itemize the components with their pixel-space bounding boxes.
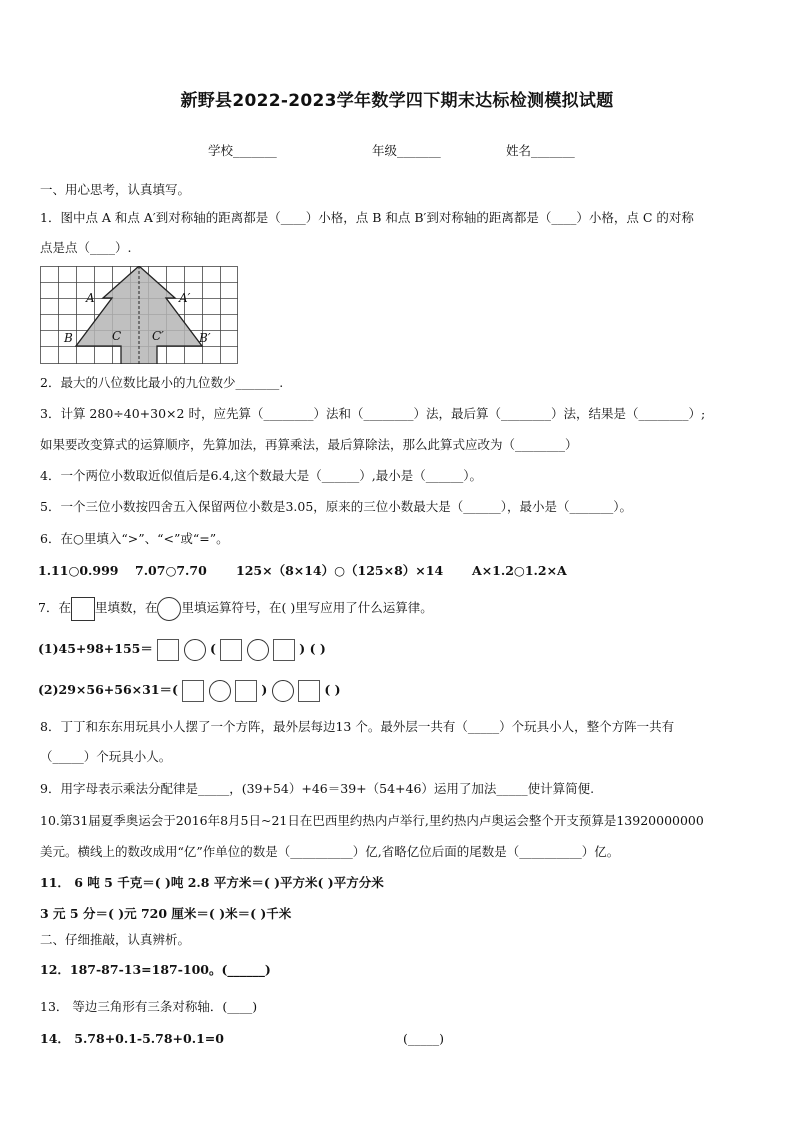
grade-field: 年级_______: [372, 143, 441, 158]
label-c: C: [112, 329, 122, 343]
answer-box[interactable]: [182, 680, 204, 702]
q7-row2: [38, 677, 341, 703]
section-1-heading: 一、用心思考，认真填写。: [40, 182, 191, 197]
q10-line2: 美元。横线上的数改成用“亿”作单位的数是（__________）亿,省略亿位后面的尾数是（__________）亿。: [40, 844, 620, 859]
operator-circle[interactable]: [209, 680, 231, 702]
q11-line2: 3 元 5 分＝( )元 720 厘米＝( )米＝( )千米: [40, 906, 292, 921]
answer-box[interactable]: [235, 680, 257, 702]
symmetry-grid-figure: [40, 266, 238, 364]
page-title: 新野县2022-2023学年数学四下期末达标检测模拟试题: [180, 91, 614, 111]
q7-text-1: 7．在: [38, 600, 71, 615]
q7-row1-expr: (1)45+98+155＝: [38, 641, 153, 656]
square-blank-icon: [71, 597, 95, 621]
answer-box[interactable]: [157, 639, 179, 661]
q4: 4．一个两位小数取近似值后是6.4,这个数最大是（______）,最小是（______）。: [40, 468, 483, 483]
paren-close: ): [299, 641, 306, 656]
q6-stem: 6．在○里填入“>”、“<”或“=”。: [40, 531, 229, 546]
q7-text-2: 里填数，在: [94, 600, 158, 615]
q7-row1: [38, 636, 326, 662]
q7-stem: [38, 596, 433, 621]
operator-circle[interactable]: [272, 680, 294, 702]
label-b: B: [64, 331, 73, 345]
q3-line1: 3．计算 280÷40+30×2 时，应先算（________）法和（________）法，最后算（________）法，结果是（________）;: [40, 406, 706, 421]
school-field: 学校_______: [208, 143, 277, 158]
circle-blank-icon: [157, 597, 181, 621]
q10-line1: 10.第31届夏季奥运会于2016年8月5日~21日在巴西里约热内卢举行,里约热内卢奥运会整个开支预算是13920000000: [40, 813, 704, 828]
law-answer-blank[interactable]: ( ): [324, 682, 341, 697]
q2: 2．最大的八位数比最小的九位数少_______.: [40, 375, 284, 390]
section-2-heading: 二、仔细推敲，认真辨析。: [40, 932, 191, 947]
paren-close: ): [261, 682, 268, 697]
q14-expr: 14． 5.78+0.1-5.78+0.1=0: [40, 1031, 224, 1046]
law-answer-blank[interactable]: ( ): [309, 641, 326, 656]
q14-answer-blank[interactable]: (_____): [403, 1031, 445, 1046]
q11-line1: 11． 6 吨 5 千克＝( )吨 2.8 平方米＝( )平方米( )平方分米: [40, 875, 384, 890]
answer-box[interactable]: [220, 639, 242, 661]
tree-shape: [76, 266, 202, 364]
q8-line1: 8．丁丁和东东用玩具小人摆了一个方阵，最外层每边13 个。最外层一共有（_____）个玩具小人，整个方阵一共有: [40, 719, 675, 734]
label-a-prime: A′: [179, 291, 191, 305]
q6-item-3: 125×（8×14）○（125×8）×14: [236, 563, 444, 578]
q1-line2: 点是点（____）.: [40, 240, 132, 255]
operator-circle[interactable]: [247, 639, 269, 661]
q7-row2-expr: (2)29×56+56×31＝(: [38, 682, 178, 697]
operator-circle[interactable]: [184, 639, 206, 661]
q5: 5．一个三位小数按四舍五入保留两位小数是3.05，原来的三位小数最大是（______），最小是（_______）。: [40, 499, 633, 514]
q6-item-2: 7.07○7.70: [135, 563, 207, 578]
answer-box[interactable]: [298, 680, 320, 702]
q7-text-3: 里填运算符号，在( )里写应用了什么运算律。: [181, 600, 433, 615]
q9: 9．用字母表示乘法分配律是_____，(39+54）+46＝39+（54+46）运用了加法_____使计算简便.: [40, 781, 595, 796]
q6-item-4: A×1.2○1.2×A: [472, 563, 567, 578]
q1-line1: 1．图中点 A 和点 A′到对称轴的距离都是（____）小格，点 B 和点 B′到对称轴的距离都是（____）小格，点 C 的对称: [40, 210, 694, 225]
answer-box[interactable]: [273, 639, 295, 661]
q8-line2: （_____）个玩具小人。: [40, 749, 172, 764]
paren-open: (: [209, 641, 216, 656]
q13: 13． 等边三角形有三条对称轴．(____): [40, 999, 258, 1014]
q12: 12．187-87-13=187-100。(______): [40, 962, 271, 977]
label-b-prime: B′: [199, 331, 211, 345]
name-field: 姓名_______: [506, 143, 575, 158]
label-a: A: [86, 291, 95, 305]
q6-item-1: 1.11○0.999: [38, 563, 119, 578]
label-c-prime: C′: [152, 329, 164, 343]
q3-line2: 如果要改变算式的运算顺序，先算加法，再算乘法，最后算除法，那么此算式应改为（________）: [40, 437, 578, 452]
